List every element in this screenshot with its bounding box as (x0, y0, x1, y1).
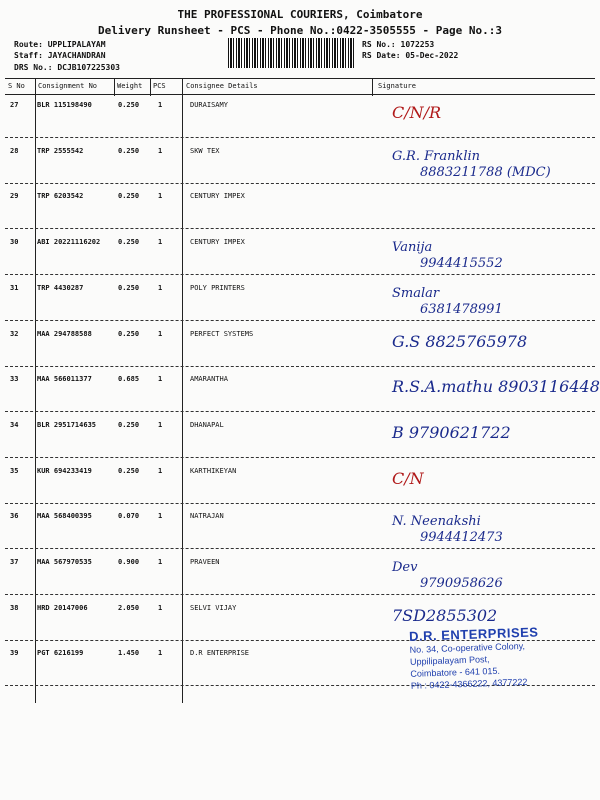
row-pcs: 1 (158, 649, 163, 657)
row-sno: 28 (10, 147, 19, 155)
drs-number: DRS No.: DCJB107225303 (14, 63, 120, 72)
row-pcs: 1 (158, 284, 163, 292)
row-pcs: 1 (158, 147, 163, 155)
col-header-signature: Signature (378, 82, 416, 90)
row-weight: 0.900 (118, 558, 140, 566)
column-divider (182, 78, 183, 703)
row-signature: C/N/R (392, 103, 442, 122)
row-signature: 7SD2855302 (392, 606, 498, 625)
row-signature-phone: 8883211788 (MDC) (420, 165, 551, 180)
row-consignee: KARTHIKEYAN (190, 467, 237, 475)
barcode (228, 38, 354, 68)
row-weight: 0.250 (118, 421, 140, 429)
row-pcs: 1 (158, 604, 163, 612)
row-signature-phone: 9790958626 (420, 576, 503, 591)
row-consignee: D.R ENTERPRISE (190, 649, 250, 657)
row-consignment-no: PGT 6216199 (37, 649, 84, 657)
row-consignment-no: TRP 6203542 (37, 192, 84, 200)
row-signature: Vanija (392, 240, 433, 255)
row-consignment-no: MAA 568400395 (37, 512, 92, 520)
table-top-rule (5, 78, 595, 79)
row-consignee: SKW TEX (190, 147, 220, 155)
row-sno: 36 (10, 512, 19, 520)
company-stamp (409, 623, 577, 697)
row-signature: B 9790621722 (392, 423, 511, 442)
row-separator (5, 503, 595, 504)
row-sno: 27 (10, 101, 19, 109)
staff-label: Staff: JAYACHANDRAN (14, 51, 106, 60)
row-pcs: 1 (158, 512, 163, 520)
row-sno: 35 (10, 467, 19, 475)
row-weight: 0.250 (118, 284, 140, 292)
row-separator (5, 457, 595, 458)
row-consignment-no: TRP 2555542 (37, 147, 84, 155)
row-consignment-no: BLR 115198490 (37, 101, 92, 109)
row-sno: 29 (10, 192, 19, 200)
row-consignment-no: MAA 567970535 (37, 558, 92, 566)
column-divider (114, 78, 115, 96)
runsheet-subtitle: Delivery Runsheet - PCS - Phone No.:0422-3505555 - Page No.:3 (98, 24, 502, 37)
column-divider (150, 78, 151, 96)
row-consignment-no: HRD 20147006 (37, 604, 88, 612)
row-consignee: PERFECT SYSTEMS (190, 330, 254, 338)
col-header-consignment: Consignment No (38, 82, 98, 90)
row-sno: 34 (10, 421, 19, 429)
row-sno: 38 (10, 604, 19, 612)
row-separator (5, 366, 595, 367)
row-separator (5, 411, 595, 412)
row-sno: 33 (10, 375, 19, 383)
row-signature-phone: 9944415552 (420, 256, 503, 271)
column-divider (372, 78, 373, 96)
row-sno: 31 (10, 284, 19, 292)
row-pcs: 1 (158, 101, 163, 109)
row-signature-phone: 6381478991 (420, 302, 503, 317)
row-weight: 0.250 (118, 238, 140, 246)
row-pcs: 1 (158, 467, 163, 475)
row-signature: C/N (392, 469, 424, 488)
route-label: Route: UPPLIPALAYAM (14, 40, 106, 49)
row-consignee: POLY PRINTERS (190, 284, 245, 292)
row-sno: 39 (10, 649, 19, 657)
row-consignee: NATRAJAN (190, 512, 224, 520)
stamp-name: D.R. ENTERPRISES (408, 624, 539, 644)
row-separator (5, 183, 595, 184)
row-consignment-no: ABI 20221116202 (37, 238, 101, 246)
row-signature: G.S 8825765978 (392, 332, 528, 351)
row-consignment-no: TRP 4430287 (37, 284, 84, 292)
row-pcs: 1 (158, 330, 163, 338)
row-consignee: PRAVEEN (190, 558, 220, 566)
col-header-pcs: PCS (153, 82, 166, 90)
row-separator (5, 228, 595, 229)
row-weight: 0.250 (118, 147, 140, 155)
row-signature: Smalar (392, 286, 440, 301)
row-signature: Dev (392, 560, 418, 575)
row-pcs: 1 (158, 192, 163, 200)
row-separator (5, 320, 595, 321)
company-title: THE PROFESSIONAL COURIERS, Coimbatore (177, 8, 423, 21)
row-signature: R.S.A.mathu 8903116448 (392, 377, 600, 396)
row-consignee: AMARANTHA (190, 375, 228, 383)
row-consignment-no: KUR 694233419 (37, 467, 92, 475)
row-pcs: 1 (158, 375, 163, 383)
row-weight: 0.250 (118, 101, 140, 109)
row-weight: 0.250 (118, 330, 140, 338)
row-weight: 1.450 (118, 649, 140, 657)
row-weight: 2.050 (118, 604, 140, 612)
row-consignee: CENTURY IMPEX (190, 192, 245, 200)
row-separator (5, 274, 595, 275)
rs-number: RS No.: 1072253 (362, 40, 435, 49)
row-consignment-no: BLR 2951714635 (37, 421, 97, 429)
row-consignee: CENTURY IMPEX (190, 238, 245, 246)
row-pcs: 1 (158, 421, 163, 429)
row-sno: 37 (10, 558, 19, 566)
row-signature: N. Neenakshi (392, 514, 481, 529)
row-consignment-no: MAA 294788588 (37, 330, 92, 338)
stamp-line: Ph : 0422-4366222, 4377222 (410, 676, 528, 691)
row-consignee: DURAISAMY (190, 101, 228, 109)
rs-date: RS Date: 05-Dec-2022 (362, 51, 459, 60)
row-pcs: 1 (158, 238, 163, 246)
row-weight: 0.685 (118, 375, 140, 383)
row-weight: 0.250 (118, 467, 140, 475)
row-signature: G.R. Franklin (392, 149, 481, 164)
stamp-line: Uppilipalayam Post, (409, 654, 490, 667)
row-consignee: SELVI VIJAY (190, 604, 237, 612)
col-header-weight: Weight (117, 82, 143, 90)
row-weight: 0.250 (118, 192, 140, 200)
column-divider (35, 78, 36, 703)
row-consignee: DHANAPAL (190, 421, 224, 429)
col-header-consignee: Consignee Details (186, 82, 258, 90)
row-separator (5, 594, 595, 595)
row-separator (5, 137, 595, 138)
row-consignment-no: MAA 566011377 (37, 375, 92, 383)
row-sno: 32 (10, 330, 19, 338)
row-pcs: 1 (158, 558, 163, 566)
row-weight: 0.070 (118, 512, 140, 520)
header-bottom-rule (5, 94, 595, 95)
stamp-line: No. 34, Co-operative Colony, (409, 640, 526, 655)
row-separator (5, 548, 595, 549)
col-header-sno: S No (8, 82, 25, 90)
row-sno: 30 (10, 238, 19, 246)
row-signature-phone: 9944412473 (420, 530, 503, 545)
stamp-line: Coimbatore - 641 015. (410, 665, 501, 679)
